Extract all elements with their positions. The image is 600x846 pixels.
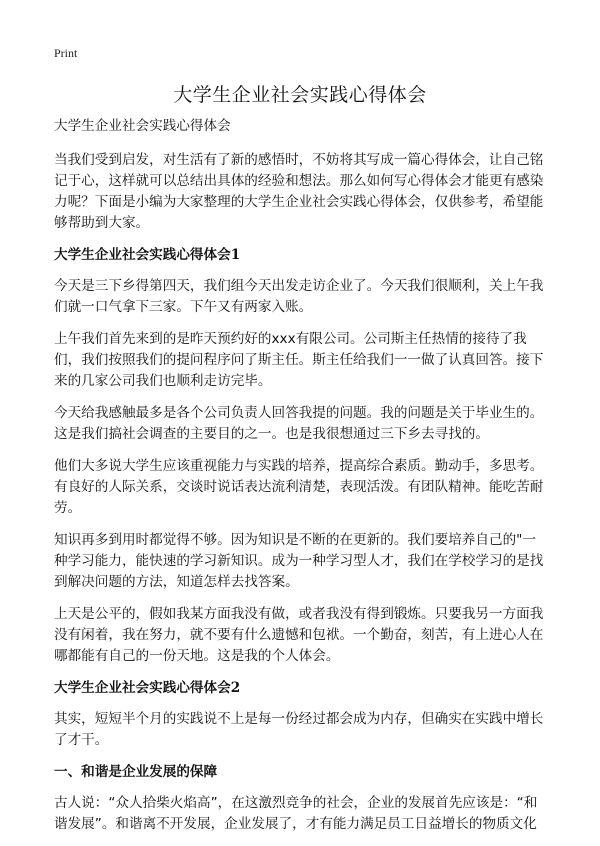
section-1-paragraph: 上天是公平的，假如我某方面我没有做，或者我没有得到锻炼。只要我另一方面我没有闲着，我在努力，就不要有什么遗憾和包袱。一个勤奋，刻苦，有上进心人在哪都能有自己的一份天地。这是我的个人体会。 — [54, 606, 544, 664]
intro-paragraph: 当我们受到启发，对生活有了新的感悟时，不妨将其写成一篇心得体会，让自己铭记于心，这样就可以总结出具体的经验和想法。那么如何写心得体会才能更有感染力呢？下面是小编为大家整理的大学生企业社会实践心得体会，仅供参考，希望能够帮助到大家。 — [54, 152, 544, 231]
section-1-paragraph: 今天给我感触最多是各个公司负责人回答我提的问题。我的问题是关于毕业生的。这是我们搞社会调查的主要目的之一。也是我很想通过三下乡去寻找的。 — [54, 405, 544, 442]
print-label[interactable]: Print — [54, 46, 78, 60]
section-2-heading: 大学生企业社会实践心得体会2 — [54, 680, 241, 696]
section-2-paragraph: 其实，短短半个月的实践说不上是每一份经过都会成为内存，但确实在实践中增长了才干。 — [54, 711, 544, 748]
section-1-paragraph: 知识再多到用时都觉得不够。因为知识是不断的在更新的。我们要培养自己的"一种学习能力，能快速的学习新知识。成为一种学习型人才，我们在学校学习的是找到解决问题的方法，知道怎样去找答案。 — [54, 532, 544, 590]
section-1-heading: 大学生企业社会实践心得体会1 — [54, 247, 241, 263]
section-3-paragraph: 古人说：“众人拾柴火焰高”，在这激烈竞争的社会，企业的发展首先应该是：“和谐发展”。和谐离不开发展，企业发展了，才有能力满足员工日益增长的物质文化 — [54, 795, 538, 832]
document-subtitle: 大学生企业社会实践心得体会 — [54, 118, 231, 134]
section-3-heading: 一、和谐是企业发展的保障 — [54, 764, 218, 780]
section-1-paragraph: 今天是三下乡得第四天，我们组今天出发走访企业了。今天我们很顺利，关上午我们就一口气拿下三家。下午又有两家入账。 — [54, 278, 544, 315]
document-content — [54, 116, 548, 846]
section-1-paragraph: 他们大多说大学生应该重视能力与实践的培养，提高综合素质。勤动手，多思考。有良好的人际关系，交谈时说话表达流利清楚，表现活泼。有团队精神。能吃苦耐劳。 — [54, 458, 544, 516]
page-title: 大学生企业社会实践心得体会 — [173, 84, 427, 106]
section-1-paragraph: 上午我们首先来到的是昨天预约好的xxx有限公司。公司斯主任热情的接待了我们，我们按照我们的提问程序问了斯主任。斯主任给我们一一做了认真回答。接下来的几家公司我们也顺利走访完毕。 — [54, 331, 544, 389]
